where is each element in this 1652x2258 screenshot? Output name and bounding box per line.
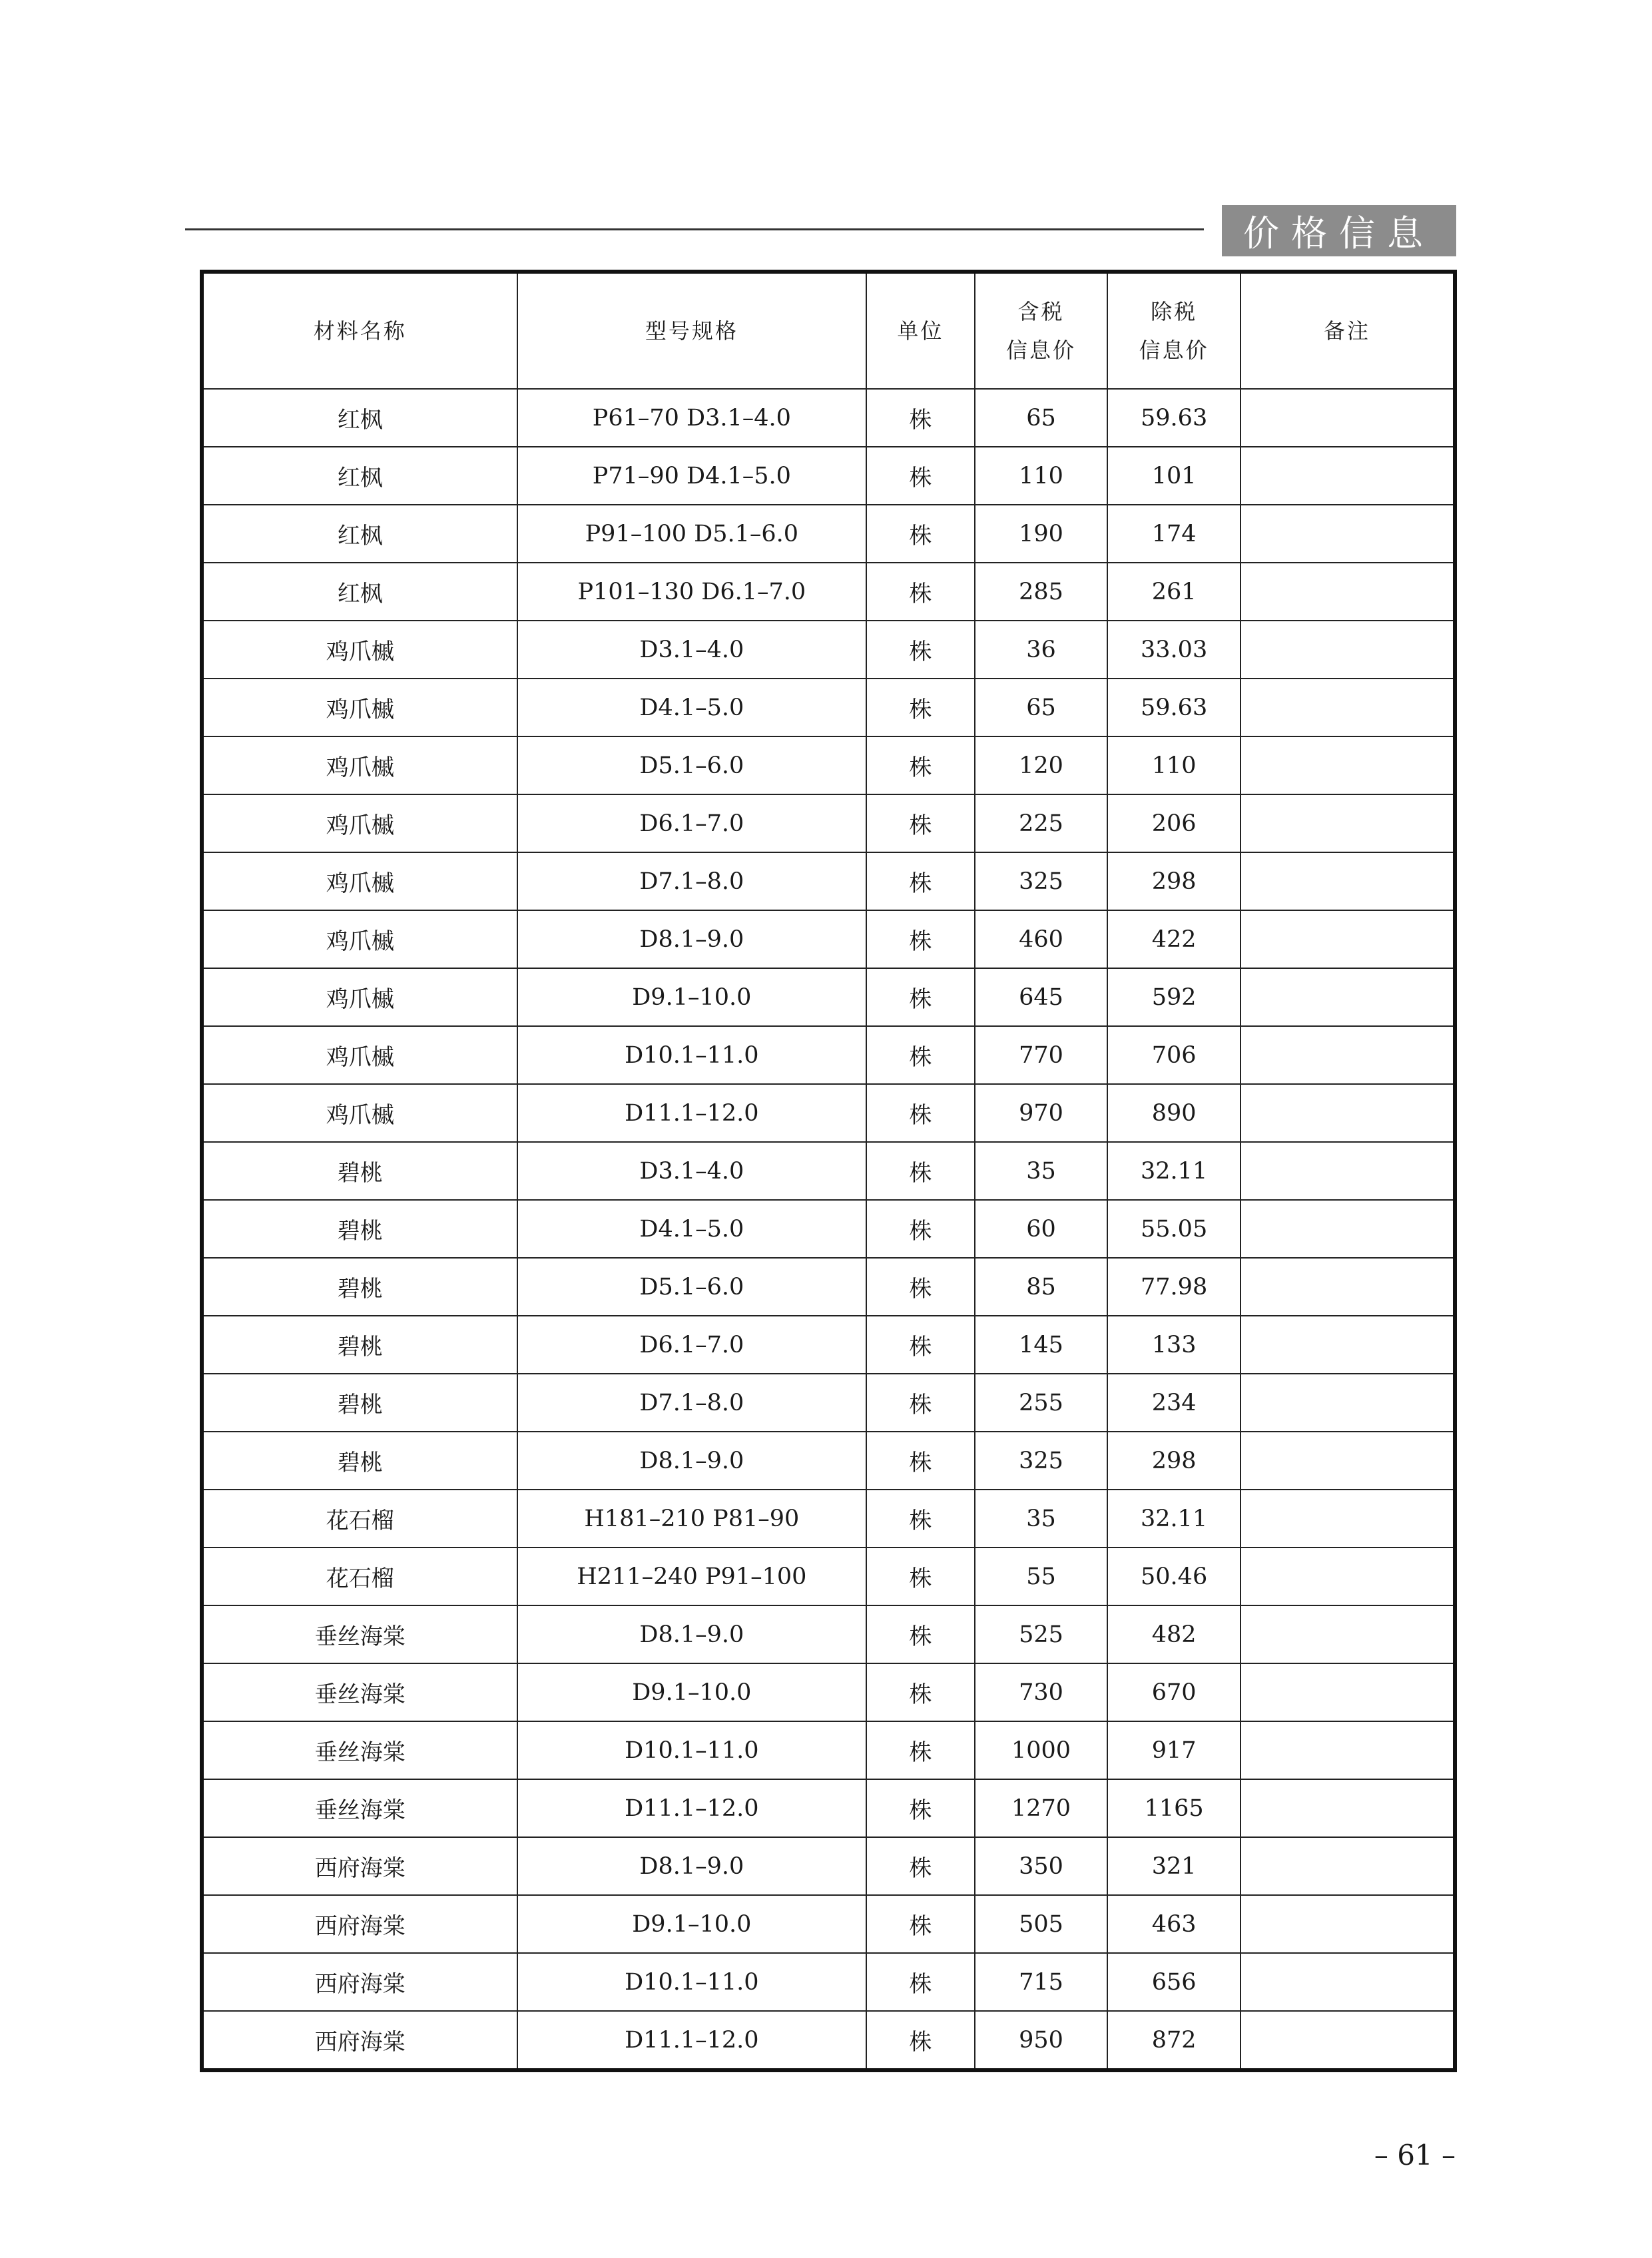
cell-material-name: 垂丝海棠 <box>202 1663 517 1721</box>
cell-spec: D10.1–11.0 <box>517 1953 867 2011</box>
cell-remarks <box>1240 1663 1455 1721</box>
table-row <box>202 736 1455 794</box>
cell-material-name: 碧桃 <box>202 1200 517 1258</box>
cell-spec: D10.1–11.0 <box>517 1026 867 1084</box>
cell-remarks <box>1240 2011 1455 2070</box>
cell-price-tax-included: 60 <box>975 1200 1108 1258</box>
cell-spec: D3.1–4.0 <box>517 1142 867 1200</box>
header-rule <box>185 228 1204 230</box>
cell-material-name: 鸡爪槭 <box>202 910 517 968</box>
cell-unit: 株 <box>866 1953 975 2011</box>
cell-remarks <box>1240 1432 1455 1490</box>
cell-spec: D4.1–5.0 <box>517 679 867 736</box>
table-row <box>202 1953 1455 2011</box>
cell-unit: 株 <box>866 1721 975 1779</box>
cell-price-tax-excluded: 670 <box>1107 1663 1240 1721</box>
cell-material-name: 红枫 <box>202 389 517 447</box>
cell-spec: D9.1–10.0 <box>517 1663 867 1721</box>
cell-price-tax-included: 325 <box>975 1432 1108 1490</box>
cell-spec: D9.1–10.0 <box>517 968 867 1026</box>
cell-unit: 株 <box>866 1895 975 1953</box>
cell-price-tax-included: 35 <box>975 1142 1108 1200</box>
cell-price-tax-included: 36 <box>975 621 1108 679</box>
cell-spec: P61–70 D3.1–4.0 <box>517 389 867 447</box>
cell-unit: 株 <box>866 1142 975 1200</box>
cell-material-name: 花石榴 <box>202 1548 517 1605</box>
cell-unit: 株 <box>866 794 975 852</box>
cell-unit: 株 <box>866 621 975 679</box>
cell-price-tax-excluded: 890 <box>1107 1084 1240 1142</box>
cell-material-name: 鸡爪槭 <box>202 794 517 852</box>
cell-price-tax-included: 65 <box>975 389 1108 447</box>
cell-remarks <box>1240 621 1455 679</box>
cell-spec: D11.1–12.0 <box>517 1084 867 1142</box>
cell-remarks <box>1240 1084 1455 1142</box>
cell-price-tax-excluded: 59.63 <box>1107 389 1240 447</box>
table-row <box>202 1316 1455 1374</box>
cell-price-tax-excluded: 174 <box>1107 505 1240 563</box>
cell-unit: 株 <box>866 1663 975 1721</box>
cell-price-tax-excluded: 101 <box>1107 447 1240 505</box>
cell-remarks <box>1240 1895 1455 1953</box>
column-header-remarks: 备注 <box>1240 272 1455 389</box>
cell-unit: 株 <box>866 1779 975 1837</box>
cell-unit: 株 <box>866 736 975 794</box>
cell-unit: 株 <box>866 1258 975 1316</box>
cell-unit: 株 <box>866 563 975 621</box>
cell-unit: 株 <box>866 1084 975 1142</box>
cell-price-tax-included: 120 <box>975 736 1108 794</box>
cell-price-tax-included: 85 <box>975 1258 1108 1316</box>
cell-material-name: 鸡爪槭 <box>202 736 517 794</box>
cell-material-name: 碧桃 <box>202 1258 517 1316</box>
table-row <box>202 447 1455 505</box>
cell-price-tax-included: 715 <box>975 1953 1108 2011</box>
cell-price-tax-excluded: 298 <box>1107 852 1240 910</box>
table-row <box>202 1837 1455 1895</box>
table-header-row <box>202 272 1455 389</box>
cell-spec: D3.1–4.0 <box>517 621 867 679</box>
cell-price-tax-excluded: 321 <box>1107 1837 1240 1895</box>
cell-price-tax-included: 505 <box>975 1895 1108 1953</box>
cell-material-name: 碧桃 <box>202 1142 517 1200</box>
cell-material-name: 花石榴 <box>202 1490 517 1548</box>
cell-unit: 株 <box>866 1026 975 1084</box>
cell-price-tax-excluded: 298 <box>1107 1432 1240 1490</box>
cell-spec: P71–90 D4.1–5.0 <box>517 447 867 505</box>
table-row <box>202 1258 1455 1316</box>
cell-material-name: 碧桃 <box>202 1316 517 1374</box>
cell-spec: D8.1–9.0 <box>517 1837 867 1895</box>
cell-unit: 株 <box>866 505 975 563</box>
table-row <box>202 794 1455 852</box>
cell-remarks <box>1240 1026 1455 1084</box>
cell-unit: 株 <box>866 1837 975 1895</box>
table-row <box>202 505 1455 563</box>
section-title: 价格信息 <box>1222 205 1456 256</box>
cell-material-name: 碧桃 <box>202 1432 517 1490</box>
cell-spec: D7.1–8.0 <box>517 852 867 910</box>
cell-unit: 株 <box>866 447 975 505</box>
table-row <box>202 1084 1455 1142</box>
cell-price-tax-excluded: 234 <box>1107 1374 1240 1432</box>
table-row <box>202 852 1455 910</box>
column-header-material-name: 材料名称 <box>202 272 517 389</box>
cell-material-name: 鸡爪槭 <box>202 1084 517 1142</box>
cell-price-tax-excluded: 59.63 <box>1107 679 1240 736</box>
cell-price-tax-excluded: 133 <box>1107 1316 1240 1374</box>
table-row <box>202 1663 1455 1721</box>
cell-spec: D6.1–7.0 <box>517 794 867 852</box>
cell-material-name: 西府海棠 <box>202 2011 517 2070</box>
cell-price-tax-included: 730 <box>975 1663 1108 1721</box>
table-row <box>202 1721 1455 1779</box>
cell-price-tax-included: 970 <box>975 1084 1108 1142</box>
cell-spec: D5.1–6.0 <box>517 736 867 794</box>
cell-unit: 株 <box>866 1548 975 1605</box>
cell-unit: 株 <box>866 679 975 736</box>
cell-remarks <box>1240 1200 1455 1258</box>
table-row <box>202 389 1455 447</box>
table-row <box>202 563 1455 621</box>
cell-remarks <box>1240 679 1455 736</box>
cell-spec: D5.1–6.0 <box>517 1258 867 1316</box>
table-row <box>202 1142 1455 1200</box>
cell-unit: 株 <box>866 1200 975 1258</box>
cell-remarks <box>1240 1258 1455 1316</box>
page-number: – 61 – <box>1374 2139 1456 2171</box>
cell-price-tax-excluded: 55.05 <box>1107 1200 1240 1258</box>
cell-remarks <box>1240 794 1455 852</box>
cell-material-name: 西府海棠 <box>202 1953 517 2011</box>
cell-material-name: 鸡爪槭 <box>202 679 517 736</box>
cell-spec: D10.1–11.0 <box>517 1721 867 1779</box>
cell-spec: P101–130 D6.1–7.0 <box>517 563 867 621</box>
cell-remarks <box>1240 1779 1455 1837</box>
cell-remarks <box>1240 1548 1455 1605</box>
cell-unit: 株 <box>866 1432 975 1490</box>
cell-price-tax-excluded: 77.98 <box>1107 1258 1240 1316</box>
cell-spec: D7.1–8.0 <box>517 1374 867 1432</box>
cell-price-tax-excluded: 917 <box>1107 1721 1240 1779</box>
cell-price-tax-excluded: 50.46 <box>1107 1548 1240 1605</box>
cell-material-name: 红枫 <box>202 505 517 563</box>
cell-price-tax-excluded: 32.11 <box>1107 1142 1240 1200</box>
column-header-price-tax-excluded: 除税 信息价 <box>1107 272 1240 389</box>
cell-remarks <box>1240 1953 1455 2011</box>
cell-price-tax-included: 255 <box>975 1374 1108 1432</box>
cell-material-name: 西府海棠 <box>202 1895 517 1953</box>
table-row <box>202 621 1455 679</box>
table-row <box>202 2011 1455 2070</box>
cell-price-tax-included: 460 <box>975 910 1108 968</box>
cell-material-name: 垂丝海棠 <box>202 1779 517 1837</box>
cell-unit: 株 <box>866 2011 975 2070</box>
column-header-unit: 单位 <box>866 272 975 389</box>
cell-spec: D11.1–12.0 <box>517 1779 867 1837</box>
cell-unit: 株 <box>866 968 975 1026</box>
cell-price-tax-included: 65 <box>975 679 1108 736</box>
table-row <box>202 1026 1455 1084</box>
table-row <box>202 1490 1455 1548</box>
cell-price-tax-included: 525 <box>975 1605 1108 1663</box>
cell-price-tax-excluded: 1165 <box>1107 1779 1240 1837</box>
cell-remarks <box>1240 505 1455 563</box>
cell-price-tax-excluded: 261 <box>1107 563 1240 621</box>
column-header-spec: 型号规格 <box>517 272 867 389</box>
table-row <box>202 1895 1455 1953</box>
cell-spec: D6.1–7.0 <box>517 1316 867 1374</box>
cell-remarks <box>1240 447 1455 505</box>
price-table <box>200 270 1457 2072</box>
cell-spec: D8.1–9.0 <box>517 1432 867 1490</box>
cell-remarks <box>1240 1374 1455 1432</box>
cell-spec: D8.1–9.0 <box>517 910 867 968</box>
cell-price-tax-included: 35 <box>975 1490 1108 1548</box>
cell-material-name: 垂丝海棠 <box>202 1721 517 1779</box>
cell-price-tax-excluded: 110 <box>1107 736 1240 794</box>
cell-price-tax-included: 770 <box>975 1026 1108 1084</box>
table-row <box>202 1200 1455 1258</box>
cell-price-tax-excluded: 656 <box>1107 1953 1240 2011</box>
table-row <box>202 910 1455 968</box>
table-row <box>202 1548 1455 1605</box>
cell-spec: H181–210 P81–90 <box>517 1490 867 1548</box>
cell-price-tax-excluded: 706 <box>1107 1026 1240 1084</box>
cell-price-tax-included: 145 <box>975 1316 1108 1374</box>
cell-remarks <box>1240 1605 1455 1663</box>
table-row <box>202 1605 1455 1663</box>
cell-price-tax-included: 1270 <box>975 1779 1108 1837</box>
cell-material-name: 鸡爪槭 <box>202 852 517 910</box>
cell-price-tax-included: 1000 <box>975 1721 1108 1779</box>
cell-unit: 株 <box>866 1316 975 1374</box>
cell-unit: 株 <box>866 1605 975 1663</box>
cell-spec: P91–100 D5.1–6.0 <box>517 505 867 563</box>
cell-unit: 株 <box>866 910 975 968</box>
cell-spec: D8.1–9.0 <box>517 1605 867 1663</box>
cell-material-name: 碧桃 <box>202 1374 517 1432</box>
table-body <box>202 389 1455 2070</box>
cell-spec: D11.1–12.0 <box>517 2011 867 2070</box>
cell-remarks <box>1240 563 1455 621</box>
cell-remarks <box>1240 389 1455 447</box>
cell-remarks <box>1240 1142 1455 1200</box>
cell-unit: 株 <box>866 1374 975 1432</box>
cell-remarks <box>1240 1837 1455 1895</box>
cell-unit: 株 <box>866 389 975 447</box>
cell-price-tax-excluded: 482 <box>1107 1605 1240 1663</box>
cell-material-name: 鸡爪槭 <box>202 1026 517 1084</box>
cell-unit: 株 <box>866 1490 975 1548</box>
column-header-price-tax-included: 含税 信息价 <box>975 272 1108 389</box>
cell-unit: 株 <box>866 852 975 910</box>
cell-remarks <box>1240 852 1455 910</box>
cell-remarks <box>1240 1316 1455 1374</box>
cell-price-tax-included: 110 <box>975 447 1108 505</box>
cell-spec: D4.1–5.0 <box>517 1200 867 1258</box>
cell-price-tax-included: 950 <box>975 2011 1108 2070</box>
cell-price-tax-excluded: 32.11 <box>1107 1490 1240 1548</box>
cell-spec: D9.1–10.0 <box>517 1895 867 1953</box>
cell-price-tax-excluded: 872 <box>1107 2011 1240 2070</box>
cell-remarks <box>1240 1721 1455 1779</box>
cell-price-tax-included: 225 <box>975 794 1108 852</box>
cell-material-name: 西府海棠 <box>202 1837 517 1895</box>
cell-remarks <box>1240 1490 1455 1548</box>
cell-material-name: 红枫 <box>202 563 517 621</box>
cell-material-name: 鸡爪槭 <box>202 621 517 679</box>
cell-remarks <box>1240 910 1455 968</box>
cell-remarks <box>1240 736 1455 794</box>
cell-material-name: 红枫 <box>202 447 517 505</box>
cell-spec: H211–240 P91–100 <box>517 1548 867 1605</box>
table-row <box>202 1374 1455 1432</box>
cell-price-tax-included: 285 <box>975 563 1108 621</box>
cell-price-tax-excluded: 422 <box>1107 910 1240 968</box>
cell-price-tax-included: 190 <box>975 505 1108 563</box>
table-row <box>202 679 1455 736</box>
table-row <box>202 1779 1455 1837</box>
cell-price-tax-excluded: 206 <box>1107 794 1240 852</box>
cell-price-tax-included: 350 <box>975 1837 1108 1895</box>
cell-price-tax-excluded: 463 <box>1107 1895 1240 1953</box>
table-row <box>202 1432 1455 1490</box>
table-row <box>202 968 1455 1026</box>
cell-material-name: 垂丝海棠 <box>202 1605 517 1663</box>
cell-price-tax-included: 55 <box>975 1548 1108 1605</box>
cell-remarks <box>1240 968 1455 1026</box>
cell-price-tax-included: 325 <box>975 852 1108 910</box>
cell-price-tax-included: 645 <box>975 968 1108 1026</box>
cell-price-tax-excluded: 592 <box>1107 968 1240 1026</box>
cell-price-tax-excluded: 33.03 <box>1107 621 1240 679</box>
cell-material-name: 鸡爪槭 <box>202 968 517 1026</box>
